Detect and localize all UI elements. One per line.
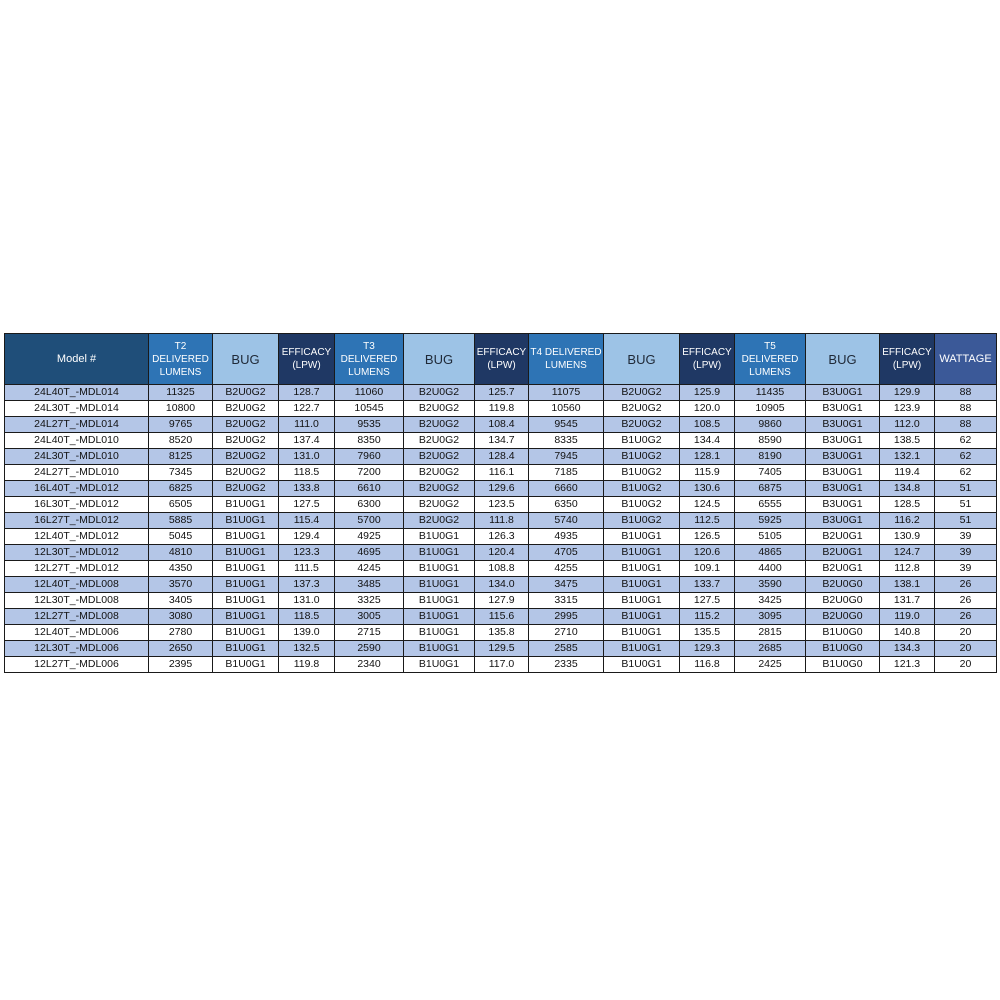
cell-t5-lumens: 3425 [735,593,806,609]
cell-t4-efficacy: 116.8 [680,657,735,673]
cell-t5-lumens: 3095 [735,609,806,625]
cell-t4-efficacy: 127.5 [680,593,735,609]
cell-t4-lumens: 3475 [529,577,604,593]
cell-t5-bug: B3U0G1 [806,449,880,465]
cell-t4-bug: B1U0G1 [604,657,680,673]
cell-t3-lumens: 6300 [335,497,404,513]
cell-t5-efficacy: 124.7 [880,545,935,561]
cell-t4-efficacy: 124.5 [680,497,735,513]
cell-t3-lumens: 7960 [335,449,404,465]
cell-wattage: 62 [935,449,997,465]
cell-model: 12L40T_-MDL006 [5,625,149,641]
cell-t4-bug: B1U0G1 [604,641,680,657]
cell-model: 12L30T_-MDL008 [5,593,149,609]
cell-t5-bug: B3U0G1 [806,513,880,529]
cell-t5-bug: B3U0G1 [806,385,880,401]
cell-t2-lumens: 10800 [149,401,213,417]
cell-t2-efficacy: 131.0 [279,449,335,465]
cell-t5-lumens: 6555 [735,497,806,513]
table-row [5,449,997,465]
header-t4-lumens: T4 DELIVERED LUMENS [529,334,604,385]
cell-t2-efficacy: 132.5 [279,641,335,657]
cell-t2-bug: B1U0G1 [213,561,279,577]
cell-t5-efficacy: 128.5 [880,497,935,513]
cell-t3-lumens: 4695 [335,545,404,561]
cell-t5-bug: B3U0G1 [806,497,880,513]
cell-t5-bug: B2U0G0 [806,593,880,609]
cell-t3-bug: B2U0G2 [404,465,475,481]
cell-t4-lumens: 2710 [529,625,604,641]
cell-t4-efficacy: 112.5 [680,513,735,529]
cell-t4-efficacy: 130.6 [680,481,735,497]
cell-t4-efficacy: 126.5 [680,529,735,545]
cell-t4-lumens: 5740 [529,513,604,529]
header-row [5,334,997,385]
cell-wattage: 39 [935,529,997,545]
cell-t2-lumens: 6825 [149,481,213,497]
cell-t3-lumens: 4245 [335,561,404,577]
cell-t3-lumens: 3005 [335,609,404,625]
cell-t4-lumens: 10560 [529,401,604,417]
cell-t5-efficacy: 130.9 [880,529,935,545]
cell-t4-lumens: 8335 [529,433,604,449]
cell-t3-efficacy: 108.8 [475,561,529,577]
cell-t3-bug: B1U0G1 [404,561,475,577]
cell-t2-efficacy: 131.0 [279,593,335,609]
table-row [5,609,997,625]
cell-t2-bug: B2U0G2 [213,433,279,449]
cell-t2-efficacy: 123.3 [279,545,335,561]
cell-model: 12L27T_-MDL006 [5,657,149,673]
cell-wattage: 51 [935,497,997,513]
cell-t4-efficacy: 125.9 [680,385,735,401]
cell-model: 12L27T_-MDL012 [5,561,149,577]
header-wattage: WATTAGE [935,334,997,385]
cell-wattage: 88 [935,417,997,433]
cell-t2-efficacy: 118.5 [279,465,335,481]
cell-t2-efficacy: 111.0 [279,417,335,433]
cell-t3-efficacy: 126.3 [475,529,529,545]
cell-t5-efficacy: 123.9 [880,401,935,417]
cell-t5-efficacy: 112.8 [880,561,935,577]
cell-t5-efficacy: 121.3 [880,657,935,673]
cell-t5-efficacy: 138.1 [880,577,935,593]
cell-wattage: 88 [935,385,997,401]
cell-t5-efficacy: 116.2 [880,513,935,529]
cell-t3-lumens: 4925 [335,529,404,545]
cell-model: 24L30T_-MDL010 [5,449,149,465]
cell-t5-bug: B3U0G1 [806,433,880,449]
cell-t4-bug: B1U0G1 [604,545,680,561]
cell-t4-lumens: 3315 [529,593,604,609]
cell-t4-lumens: 6350 [529,497,604,513]
cell-wattage: 39 [935,545,997,561]
cell-t5-efficacy: 134.3 [880,641,935,657]
cell-t5-bug: B3U0G1 [806,481,880,497]
cell-wattage: 20 [935,641,997,657]
cell-t5-bug: B3U0G1 [806,465,880,481]
cell-t5-efficacy: 129.9 [880,385,935,401]
cell-t2-lumens: 3080 [149,609,213,625]
table-body [5,385,997,673]
cell-t5-bug: B1U0G0 [806,625,880,641]
table-row [5,401,997,417]
cell-t2-lumens: 5045 [149,529,213,545]
cell-t3-efficacy: 116.1 [475,465,529,481]
cell-t3-lumens: 10545 [335,401,404,417]
cell-t3-lumens: 3485 [335,577,404,593]
cell-t3-efficacy: 123.5 [475,497,529,513]
cell-t4-lumens: 4255 [529,561,604,577]
cell-t4-efficacy: 134.4 [680,433,735,449]
cell-t2-bug: B1U0G1 [213,545,279,561]
cell-t4-lumens: 9545 [529,417,604,433]
cell-t4-bug: B1U0G2 [604,481,680,497]
cell-wattage: 26 [935,609,997,625]
cell-t2-efficacy: 111.5 [279,561,335,577]
cell-t4-efficacy: 108.5 [680,417,735,433]
cell-t2-efficacy: 127.5 [279,497,335,513]
header-t3-lumens: T3 DELIVERED LUMENS [335,334,404,385]
cell-t3-efficacy: 135.8 [475,625,529,641]
table-row [5,657,997,673]
cell-t2-bug: B2U0G2 [213,449,279,465]
cell-t4-efficacy: 135.5 [680,625,735,641]
cell-t2-efficacy: 115.4 [279,513,335,529]
cell-t3-lumens: 11060 [335,385,404,401]
cell-t4-efficacy: 133.7 [680,577,735,593]
table-row [5,545,997,561]
cell-t5-lumens: 3590 [735,577,806,593]
cell-t3-bug: B1U0G1 [404,657,475,673]
cell-t5-lumens: 2425 [735,657,806,673]
cell-t3-lumens: 6610 [335,481,404,497]
table-row [5,417,997,433]
cell-t3-lumens: 8350 [335,433,404,449]
cell-t3-lumens: 2715 [335,625,404,641]
cell-t4-efficacy: 109.1 [680,561,735,577]
cell-t4-bug: B1U0G2 [604,433,680,449]
cell-t4-bug: B1U0G1 [604,609,680,625]
cell-t4-bug: B2U0G2 [604,385,680,401]
cell-t3-bug: B1U0G1 [404,609,475,625]
header-t2-lumens: T2 DELIVERED LUMENS [149,334,213,385]
photometric-table-container [4,333,996,673]
cell-t2-lumens: 5885 [149,513,213,529]
cell-t2-lumens: 11325 [149,385,213,401]
cell-t3-lumens: 3325 [335,593,404,609]
cell-t3-lumens: 2590 [335,641,404,657]
cell-t2-lumens: 4810 [149,545,213,561]
cell-t5-lumens: 2815 [735,625,806,641]
cell-t3-bug: B1U0G1 [404,545,475,561]
cell-t5-efficacy: 119.4 [880,465,935,481]
table-row [5,513,997,529]
table-row [5,561,997,577]
cell-t3-efficacy: 125.7 [475,385,529,401]
cell-t3-efficacy: 115.6 [475,609,529,625]
cell-model: 16L40T_-MDL012 [5,481,149,497]
cell-t4-lumens: 4705 [529,545,604,561]
cell-t5-lumens: 8590 [735,433,806,449]
cell-t5-lumens: 6875 [735,481,806,497]
table-row [5,481,997,497]
cell-t4-lumens: 2335 [529,657,604,673]
cell-t2-efficacy: 129.4 [279,529,335,545]
cell-t2-bug: B1U0G1 [213,641,279,657]
cell-t4-bug: B1U0G1 [604,529,680,545]
cell-t5-bug: B3U0G1 [806,417,880,433]
cell-t3-bug: B2U0G2 [404,385,475,401]
cell-t5-bug: B1U0G0 [806,657,880,673]
cell-t3-bug: B1U0G1 [404,593,475,609]
cell-t2-efficacy: 139.0 [279,625,335,641]
cell-t2-efficacy: 133.8 [279,481,335,497]
cell-t3-lumens: 2340 [335,657,404,673]
cell-t5-lumens: 10905 [735,401,806,417]
cell-model: 12L30T_-MDL012 [5,545,149,561]
cell-t2-bug: B1U0G1 [213,625,279,641]
cell-t5-lumens: 2685 [735,641,806,657]
cell-t4-efficacy: 120.0 [680,401,735,417]
cell-t3-bug: B2U0G2 [404,401,475,417]
cell-t3-efficacy: 129.6 [475,481,529,497]
cell-t5-efficacy: 119.0 [880,609,935,625]
cell-wattage: 26 [935,577,997,593]
cell-t5-lumens: 7405 [735,465,806,481]
cell-wattage: 20 [935,657,997,673]
cell-t4-bug: B2U0G2 [604,401,680,417]
cell-wattage: 51 [935,481,997,497]
cell-t3-efficacy: 129.5 [475,641,529,657]
cell-t5-bug: B2U0G1 [806,545,880,561]
cell-t2-lumens: 2780 [149,625,213,641]
cell-model: 16L27T_-MDL012 [5,513,149,529]
cell-t5-efficacy: 131.7 [880,593,935,609]
cell-t2-lumens: 8520 [149,433,213,449]
cell-t4-bug: B1U0G2 [604,465,680,481]
cell-t5-efficacy: 134.8 [880,481,935,497]
cell-t4-efficacy: 128.1 [680,449,735,465]
cell-t3-efficacy: 117.0 [475,657,529,673]
cell-model: 24L27T_-MDL010 [5,465,149,481]
cell-t4-bug: B1U0G1 [604,593,680,609]
cell-t4-bug: B1U0G1 [604,625,680,641]
cell-t2-lumens: 2395 [149,657,213,673]
table-row [5,497,997,513]
cell-t2-bug: B2U0G2 [213,481,279,497]
cell-t2-efficacy: 128.7 [279,385,335,401]
cell-t2-bug: B1U0G1 [213,529,279,545]
header-model: Model # [5,334,149,385]
header-t4-bug: BUG [604,334,680,385]
cell-t5-lumens: 11435 [735,385,806,401]
cell-t2-lumens: 8125 [149,449,213,465]
cell-t5-efficacy: 140.8 [880,625,935,641]
cell-wattage: 51 [935,513,997,529]
cell-model: 24L40T_-MDL010 [5,433,149,449]
cell-t4-bug: B1U0G2 [604,497,680,513]
cell-t2-efficacy: 122.7 [279,401,335,417]
cell-t5-lumens: 5925 [735,513,806,529]
cell-t2-bug: B1U0G1 [213,593,279,609]
cell-t3-efficacy: 134.0 [475,577,529,593]
cell-t3-bug: B1U0G1 [404,577,475,593]
table-row [5,593,997,609]
cell-t5-efficacy: 132.1 [880,449,935,465]
cell-t3-efficacy: 127.9 [475,593,529,609]
cell-model: 24L40T_-MDL014 [5,385,149,401]
cell-t4-bug: B1U0G1 [604,561,680,577]
cell-t2-lumens: 7345 [149,465,213,481]
cell-t2-bug: B1U0G1 [213,657,279,673]
cell-t2-lumens: 9765 [149,417,213,433]
cell-t4-bug: B2U0G2 [604,417,680,433]
cell-t3-lumens: 9535 [335,417,404,433]
cell-t2-lumens: 6505 [149,497,213,513]
cell-t3-efficacy: 120.4 [475,545,529,561]
cell-t3-bug: B2U0G2 [404,481,475,497]
cell-t2-bug: B2U0G2 [213,417,279,433]
cell-model: 12L40T_-MDL012 [5,529,149,545]
cell-t4-bug: B1U0G2 [604,513,680,529]
table-row [5,577,997,593]
cell-t2-efficacy: 137.4 [279,433,335,449]
cell-t4-efficacy: 129.3 [680,641,735,657]
cell-t4-lumens: 7185 [529,465,604,481]
cell-t2-bug: B1U0G1 [213,577,279,593]
header-t2-efficacy: EFFICACY (LPW) [279,334,335,385]
cell-wattage: 62 [935,433,997,449]
cell-t5-lumens: 4865 [735,545,806,561]
cell-t2-bug: B1U0G1 [213,609,279,625]
cell-t4-lumens: 6660 [529,481,604,497]
cell-t5-lumens: 4400 [735,561,806,577]
cell-wattage: 62 [935,465,997,481]
cell-t2-efficacy: 118.5 [279,609,335,625]
cell-wattage: 88 [935,401,997,417]
cell-t3-lumens: 7200 [335,465,404,481]
cell-t5-lumens: 9860 [735,417,806,433]
cell-t4-efficacy: 115.9 [680,465,735,481]
cell-t5-efficacy: 138.5 [880,433,935,449]
cell-t3-bug: B2U0G2 [404,513,475,529]
photometric-table [4,333,997,673]
header-t5-bug: BUG [806,334,880,385]
table-row [5,465,997,481]
cell-t3-efficacy: 128.4 [475,449,529,465]
cell-t2-lumens: 4350 [149,561,213,577]
cell-t5-efficacy: 112.0 [880,417,935,433]
cell-t3-bug: B1U0G1 [404,625,475,641]
cell-t5-bug: B2U0G0 [806,609,880,625]
cell-t5-bug: B2U0G1 [806,561,880,577]
cell-model: 24L30T_-MDL014 [5,401,149,417]
cell-t3-efficacy: 134.7 [475,433,529,449]
cell-t3-bug: B1U0G1 [404,529,475,545]
table-row [5,385,997,401]
header-t3-efficacy: EFFICACY (LPW) [475,334,529,385]
header-t2-bug: BUG [213,334,279,385]
header-t3-bug: BUG [404,334,475,385]
cell-t2-bug: B2U0G2 [213,385,279,401]
table-row [5,529,997,545]
table-row [5,433,997,449]
cell-t3-lumens: 5700 [335,513,404,529]
cell-wattage: 26 [935,593,997,609]
cell-model: 12L27T_-MDL008 [5,609,149,625]
cell-t2-bug: B1U0G1 [213,513,279,529]
cell-model: 16L30T_-MDL012 [5,497,149,513]
cell-model: 12L30T_-MDL006 [5,641,149,657]
header-t4-efficacy: EFFICACY (LPW) [680,334,735,385]
cell-t5-bug: B2U0G0 [806,577,880,593]
cell-t4-lumens: 11075 [529,385,604,401]
cell-model: 24L27T_-MDL014 [5,417,149,433]
cell-t2-bug: B2U0G2 [213,465,279,481]
cell-t5-bug: B2U0G1 [806,529,880,545]
cell-wattage: 39 [935,561,997,577]
cell-t4-bug: B1U0G2 [604,449,680,465]
cell-t4-efficacy: 120.6 [680,545,735,561]
cell-t5-lumens: 8190 [735,449,806,465]
cell-t4-bug: B1U0G1 [604,577,680,593]
cell-t5-lumens: 5105 [735,529,806,545]
cell-t3-bug: B2U0G2 [404,433,475,449]
table-row [5,641,997,657]
cell-t3-bug: B1U0G1 [404,641,475,657]
cell-t4-efficacy: 115.2 [680,609,735,625]
cell-t4-lumens: 4935 [529,529,604,545]
cell-t5-bug: B3U0G1 [806,401,880,417]
cell-t4-lumens: 2585 [529,641,604,657]
cell-t2-efficacy: 119.8 [279,657,335,673]
cell-t4-lumens: 7945 [529,449,604,465]
cell-model: 12L40T_-MDL008 [5,577,149,593]
cell-t2-lumens: 3570 [149,577,213,593]
cell-t4-lumens: 2995 [529,609,604,625]
cell-wattage: 20 [935,625,997,641]
cell-t2-bug: B1U0G1 [213,497,279,513]
cell-t2-bug: B2U0G2 [213,401,279,417]
cell-t2-efficacy: 137.3 [279,577,335,593]
header-t5-efficacy: EFFICACY (LPW) [880,334,935,385]
cell-t3-efficacy: 108.4 [475,417,529,433]
cell-t3-efficacy: 119.8 [475,401,529,417]
cell-t2-lumens: 3405 [149,593,213,609]
cell-t3-bug: B2U0G2 [404,497,475,513]
cell-t2-lumens: 2650 [149,641,213,657]
cell-t3-bug: B2U0G2 [404,417,475,433]
table-row [5,625,997,641]
header-t5-lumens: T5 DELIVERED LUMENS [735,334,806,385]
cell-t3-efficacy: 111.8 [475,513,529,529]
cell-t5-bug: B1U0G0 [806,641,880,657]
cell-t3-bug: B2U0G2 [404,449,475,465]
